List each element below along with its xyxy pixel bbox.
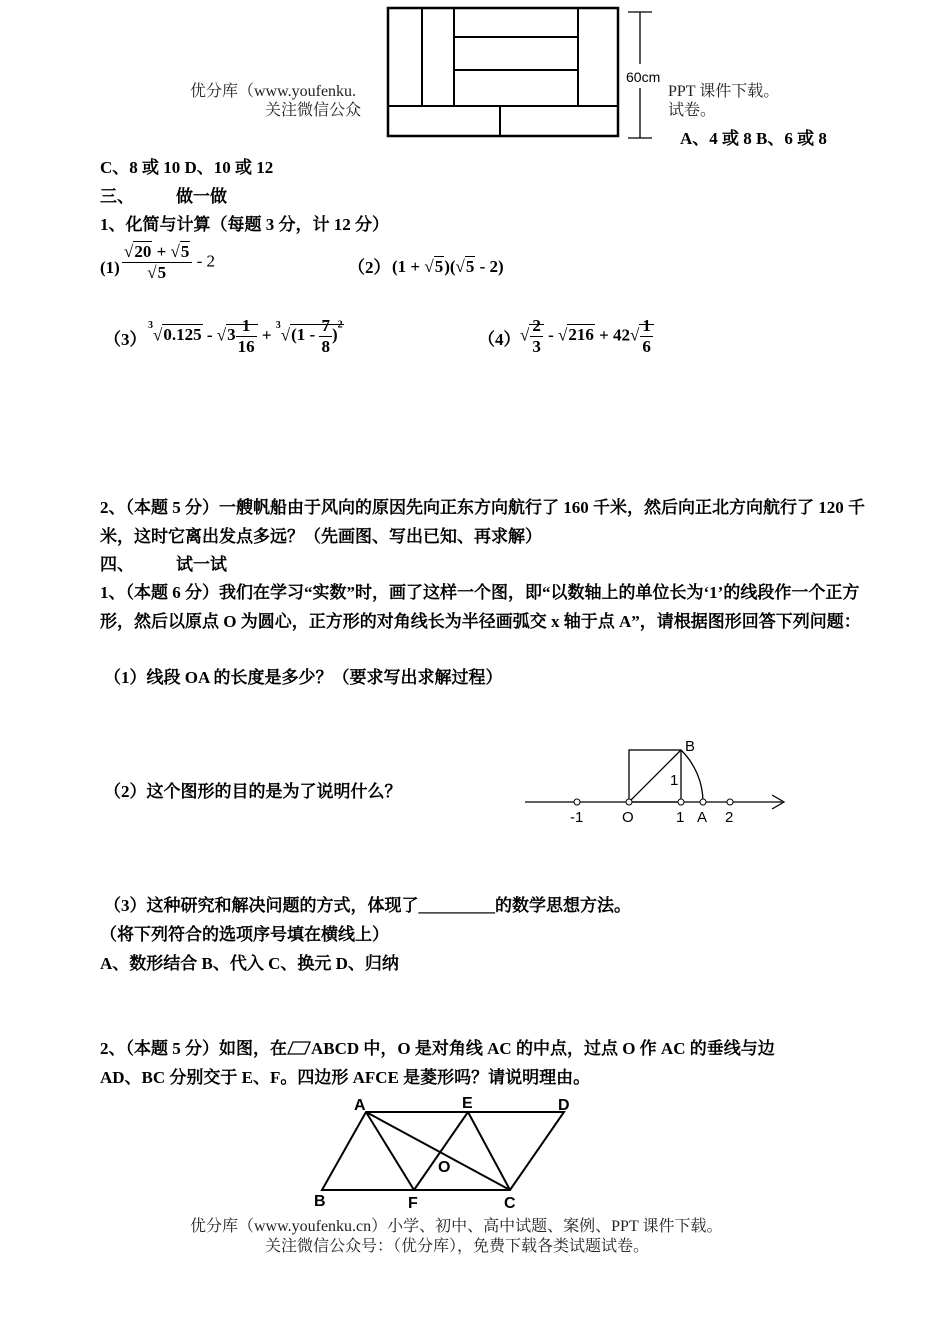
choices-ab: A、4 或 8 B、6 或 8 [680,129,827,148]
center-o: O [438,1159,451,1176]
watermark-top-left-2: 关注微信公众 [265,102,362,119]
section4-q1-sub3-note: （将下列符合的选项序号填在横线上） [100,925,389,944]
section3-q1-title: 1、化简与计算（每题 3 分，计 12 分） [100,215,389,234]
section4-q1-options: A、数形结合 B、代入 C、换元 D、归纳 [100,954,399,973]
watermark-top-right-1: PPT 课件下载。 [668,83,780,100]
problem-1-label: (1) [100,258,120,277]
vertex-a: A [354,1097,366,1114]
point-label-b: B [685,738,696,755]
section3-q2-text: 2、（本题 5 分）一艘帆船由于风向的原因先向正东方向航行了 160 千米，然后向正北方向航行了 120 千米，这时它离出发点多远？（先画图、写出已知、再求解） [100,498,865,546]
tick-label-o: O [622,809,634,826]
problem-3-expression: $^3$√0.125 - √3 $\frac{1}{16}$ + $^3$√(1 - $\frac{7}{8}$ )$^2$ [148,316,343,356]
tick-label-neg1: -1 [570,809,584,826]
problem-1-expression: $\frac{√20 + √5}{√5}$ - 2 [124,242,216,282]
section4-q1-text: 1、（本题 6 分）我们在学习“实数”时，画了这样一个图，即“以数轴上的单位长为‘1’的线段作一个正方形，然后以原点 O 为圆心，正方形的对角线长为半径画弧交 x 轴于点 A”，请根据图形回答下列问题： [100,583,861,631]
choices-cd: C、8 或 10 D、10 或 12 [100,158,274,177]
tick-label-a: A [697,809,708,826]
tick-label-2: 2 [725,809,734,826]
dimension-label: 60cm [626,69,661,85]
parallelogram-symbol [287,1040,311,1056]
problem-2-label: （2） [348,258,391,277]
section3-heading-title: 做一做 [176,187,227,206]
section4-heading-title: 试一试 [176,555,227,574]
section4-q2-text-a: 2、（本题 5 分）如图，在 ABCD 中，O 是对角线 AC 的中点，过点 O 作 AC 的垂线与边 [100,1039,775,1058]
section4-q2-text-c: AD、BC 分别交于 E、F。四边形 AFCE 是菱形吗？请说明理由。 [100,1068,591,1087]
section4-q1-sub3: （3）这种研究和解决问题的方式，体现了_________的数学思想方法。 [104,896,631,915]
vertex-e: E [462,1095,473,1112]
rectangle-partition-figure [380,0,670,145]
section4-q1-sub1: （1）线段 OA 的长度是多少？（要求写出求解过程） [104,668,503,687]
watermark-footer-2: 关注微信公众号：（优分库），免费下载各类试题试卷。 [265,1238,650,1255]
section4-heading-num: 四、 [100,555,134,574]
parallelogram-figure [310,1092,585,1217]
vertex-c: C [504,1195,516,1212]
tick-label-1: 1 [676,809,685,826]
problem-4-expression: √ $\frac{2}{3}$ - √216 + 42√ $\frac{1}{6}$ [520,316,654,357]
problem-3-label: （3） [104,330,147,349]
section4-q1-sub2: （2）这个图形的目的是为了说明什么？ [104,782,402,801]
problem-4-label: （4） [478,330,521,349]
watermark-top-left-1: 优分库（www.youfenku. [190,83,357,100]
section3-heading-num: 三、 [100,187,134,206]
watermark-top-right-2: 试卷。 [668,102,717,119]
vertex-d: D [558,1097,570,1114]
vertex-f: F [408,1195,418,1212]
watermark-footer-1: 优分库（www.youfenku.cn）小学、初中、高中试题、案例、PPT 课件下载。 [190,1218,723,1235]
vertex-b: B [314,1193,326,1210]
number-line-figure [520,735,795,830]
problem-2-expression: (1 + √5)(√5 - 2) [392,257,504,276]
side-label-1: 1 [670,772,679,789]
